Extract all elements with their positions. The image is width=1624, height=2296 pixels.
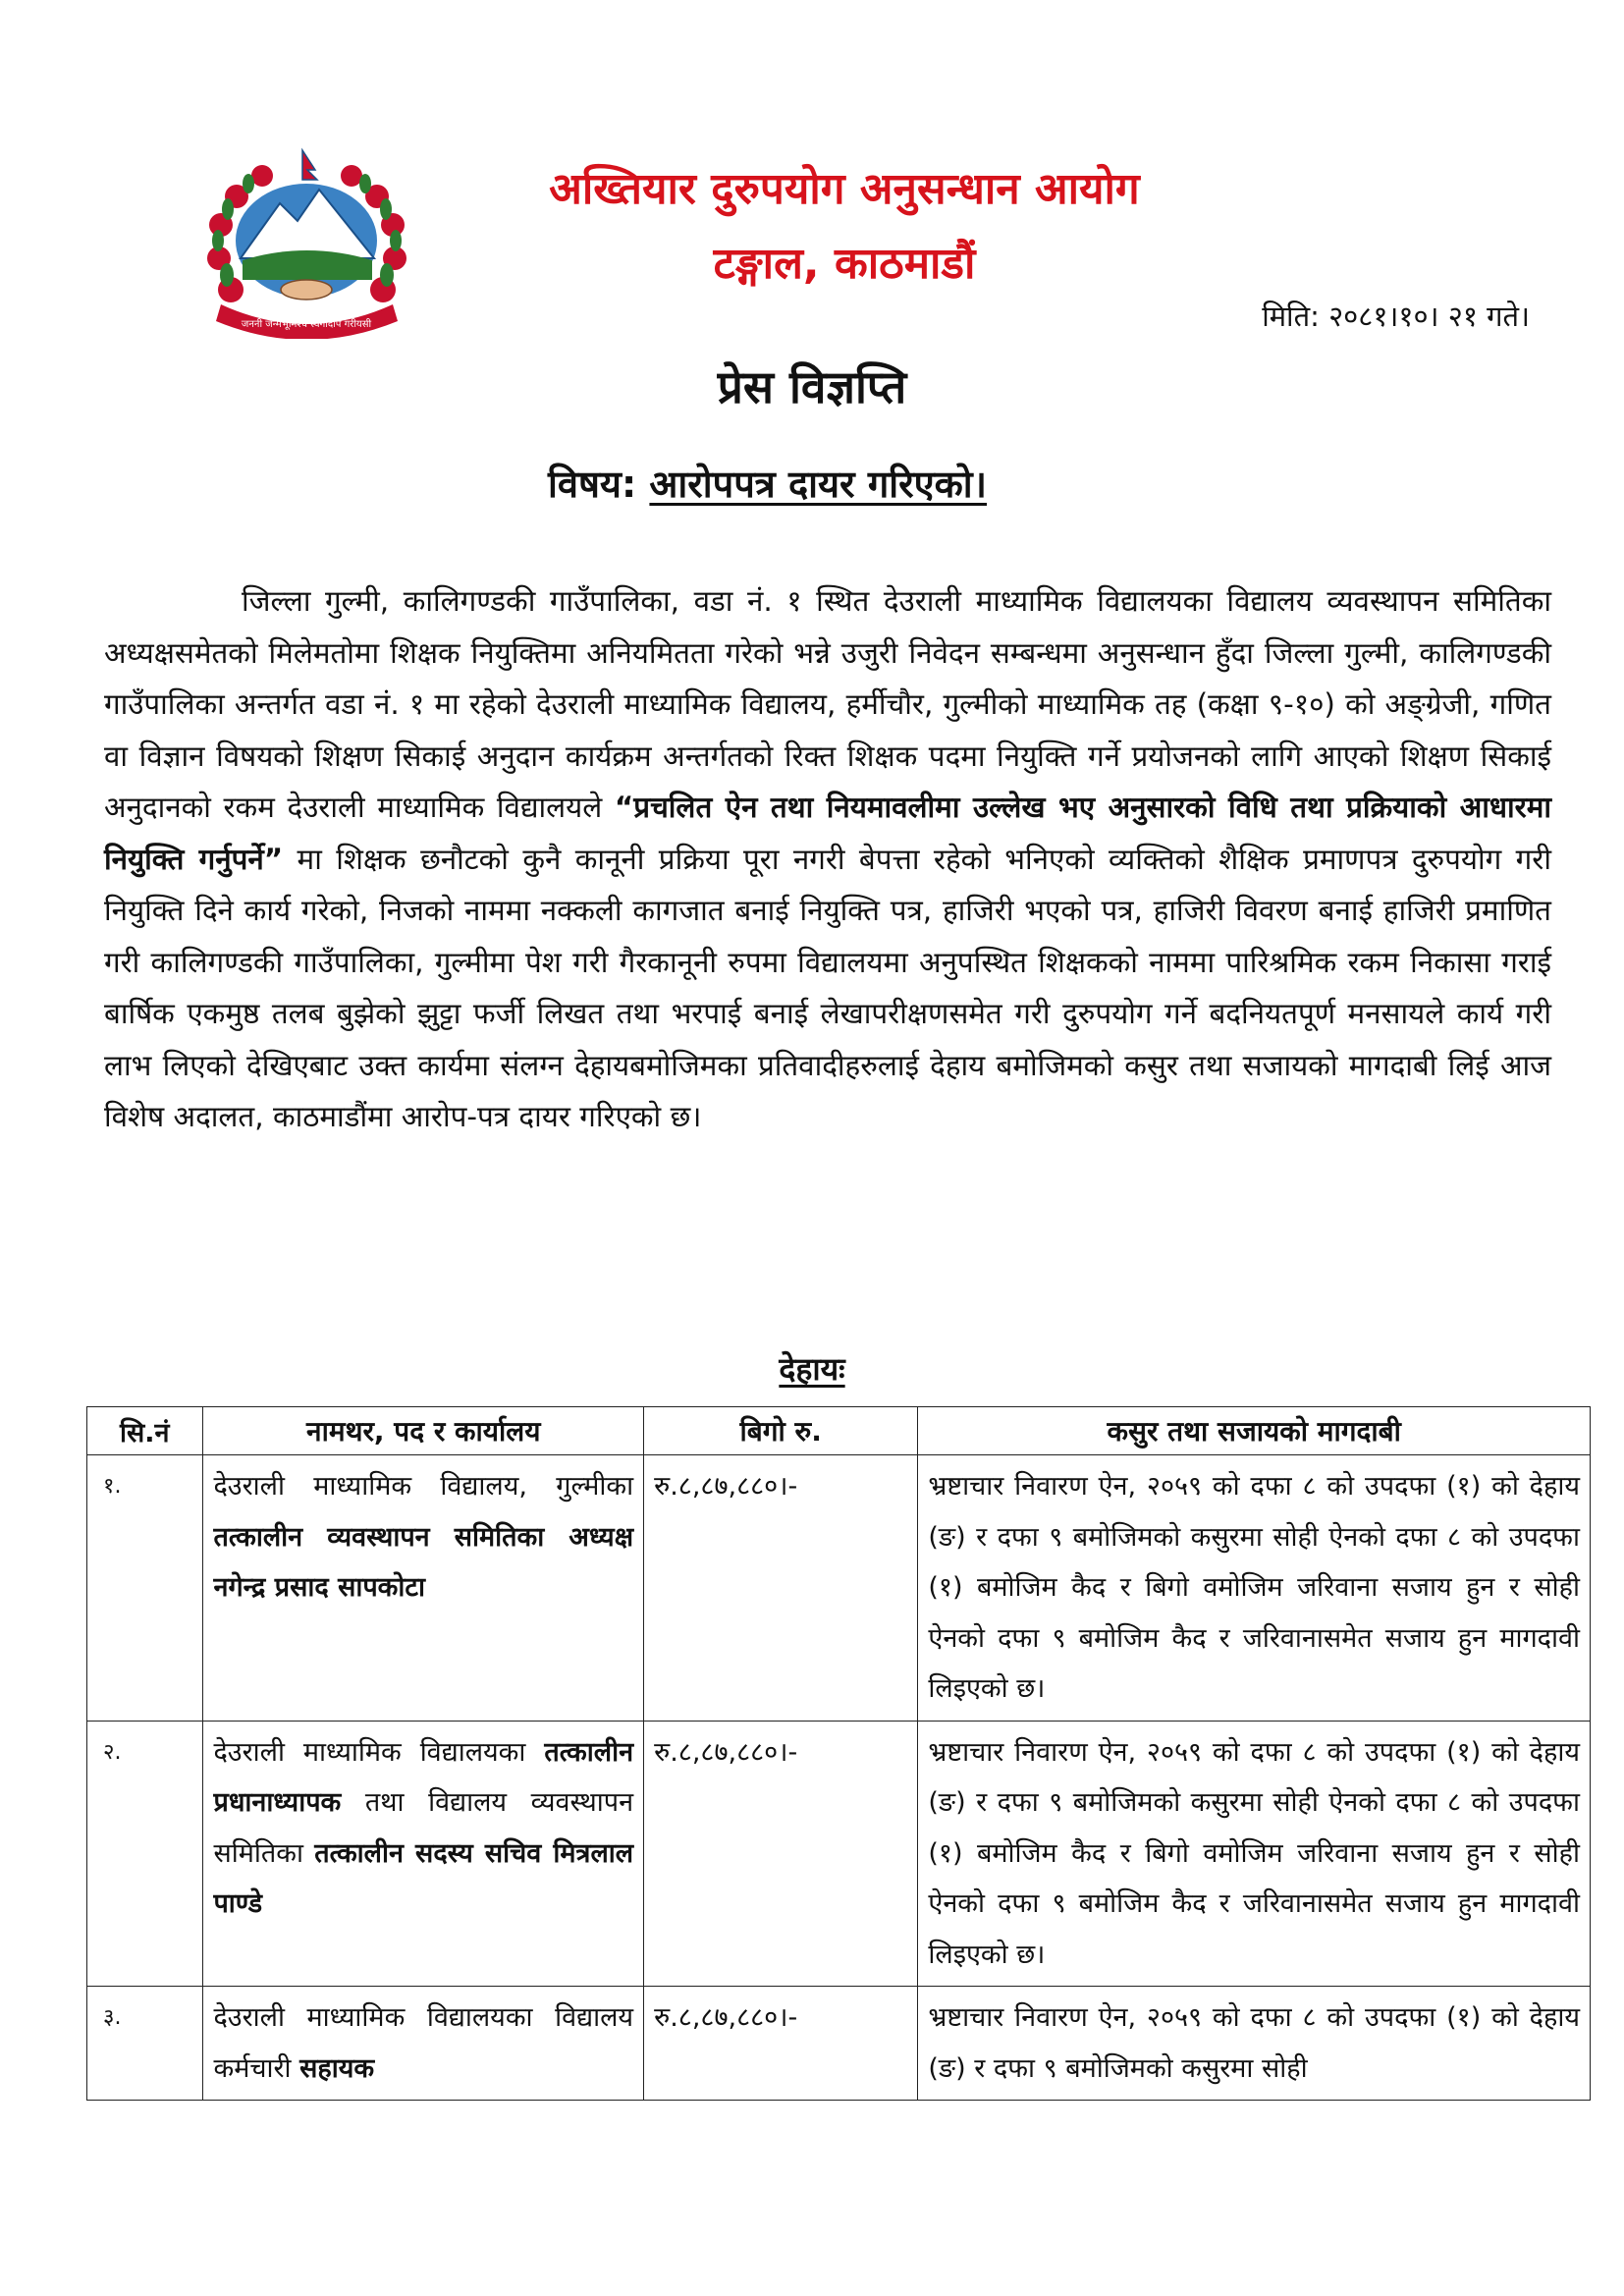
nepal-emblem-icon xyxy=(191,142,422,339)
row-name-bold: सहायक xyxy=(299,2052,375,2084)
table-row xyxy=(87,1721,1591,1987)
row-sn: २. xyxy=(87,1721,203,1987)
date: मिति: २०८१।१०। २१ गते। xyxy=(1262,300,1530,333)
row-name xyxy=(203,1987,644,2101)
table-row xyxy=(87,1987,1591,2101)
row-amount: रु.८,८७,८८०।- xyxy=(644,1455,918,1722)
col-header-charge: कसुर तथा सजायको मागदाबी xyxy=(918,1407,1591,1455)
row-name-text: तथा विद्यालय व्यवस्थापन समितिका xyxy=(213,1787,634,1869)
row-name-text: देउराली माध्यामिक विद्यालय, गुल्मीका xyxy=(213,1471,634,1502)
subject-text: आरोपपत्र दायर गरिएको। xyxy=(649,463,988,506)
subject-line xyxy=(548,458,987,509)
row-name-text: देउराली माध्यामिक विद्यालयका विद्यालय कर्मचारी xyxy=(213,2002,634,2084)
page-title: प्रेस विज्ञप्ति xyxy=(717,360,907,413)
row-name-bold: तत्कालीन व्यवस्थापन समितिका अध्यक्ष नगेन्द्र प्रसाद सापकोटा xyxy=(213,1521,634,1603)
row-charge: भ्रष्टाचार निवारण ऐन, २०५९ को दफा ८ को उपदफा (१) को देहाय (ङ) र दफा ९ बमोजिमको कसुरमा सोही ऐनको दफा ८ को उपदफा (१) बमोजिम कैद र बिगो वमोजिम जरिवाना सजाय हुन र सोही ऐनको दफा ९ बमोजिम कैद र जरिवानासमेत सजाय हुन मागदावी लिइएको छ। xyxy=(918,1455,1591,1722)
row-name-bold: तत्कालीन प्रधानाध्यापक xyxy=(213,1736,634,1818)
row-charge: भ्रष्टाचार निवारण ऐन, २०५९ को दफा ८ को उपदफा (१) को देहाय (ङ) र दफा ९ बमोजिमको कसुरमा सोही ऐनको दफा ८ को उपदफा (१) बमोजिम कैद र बिगो वमोजिम जरिवाना सजाय हुन र सोही ऐनको दफा ९ बमोजिम कैद र जरिवानासमेत सजाय हुन मागदावी लिइएको छ। xyxy=(918,1721,1591,1987)
col-header-name: नामथर, पद र कार्यालय xyxy=(203,1407,644,1455)
dehaya-heading: देहायः xyxy=(779,1350,845,1388)
accused-table xyxy=(86,1406,1591,2101)
row-name-text: देउराली माध्यामिक विद्यालयका xyxy=(213,1736,545,1768)
row-name xyxy=(203,1721,644,1987)
col-header-amount: बिगो रु. xyxy=(644,1407,918,1455)
row-sn: ३. xyxy=(87,1987,203,2101)
org-place: टङ्गाल, काठमाडौं xyxy=(713,239,976,289)
org-name: अख्तियार दुरुपयोग अनुसन्धान आयोग xyxy=(549,164,1140,214)
row-amount: रु.८,८७,८८०।- xyxy=(644,1721,918,1987)
body-bold-quote: “प्रचलित ऐन तथा नियमावलीमा उल्लेख भए अनुसारको विधि तथा प्रक्रियाको आधारमा नियुक्ति गर्नुपर्ने” xyxy=(104,791,1551,876)
subject-label: विषय: xyxy=(548,463,637,506)
row-amount: रु.८,८७,८८०।- xyxy=(644,1987,918,2101)
row-name xyxy=(203,1455,644,1722)
body-part1: जिल्ला गुल्मी, कालिगण्डकी गाउँपालिका, वडा नं. १ स्थित देउराली माध्यामिक विद्यालयका विद्यालय व्यवस्थापन समितिका अध्यक्षसमेतको मिलेमतोमा शिक्षक नियुक्तिमा अनियमितता गरेको भन्ने उजुरी निवेदन सम्बन्धमा अनुसन्धान हुँदा जिल्ला गुल्मी, कालिगण्डकी गाउँपालिका अन्तर्गत वडा नं. १ मा रहेको देउराली माध्यामिक विद्यालय, हर्मीचौर, गुल्मीको माध्यामिक तह (कक्षा ९-१०) को अङ्ग्रेजी, गणित वा विज्ञान विषयको शिक्षण सिकाई अनुदान कार्यक्रम अन्तर्गतको रिक्त शिक्षक पदमा नियुक्ति गर्ने प्रयोजनको लागि आएको शिक्षण सिकाई अनुदानको रकम देउराली माध्यामिक विद्यालयले xyxy=(104,584,1551,824)
body-part2: मा शिक्षक छनौटको कुनै कानूनी प्रक्रिया पूरा नगरी बेपत्ता रहेको भनिएको व्यक्तिको शैक्षिक प्रमाणपत्र दुरुपयोग गरी नियुक्ति दिने कार्य गरेको, निजको नाममा नक्कली कागजात बनाई नियुक्ति पत्र, हाजिरी भएको पत्र, हाजिरी विवरण बनाई हाजिरी प्रमाणित गरी कालिगण्डकी गाउँपालिका, गुल्मीमा पेश गरी गैरकानूनी रुपमा विद्यालयमा अनुपस्थित शिक्षकको नाममा पारिश्रमिक रकम निकासा गराई बार्षिक एकमुष्ठ तलब बुझेको झुट्टा फर्जी लिखत तथा भरपाई बनाई लेखापरीक्षणसमेत गरी दुरुपयोग गर्ने बदनियतपूर्ण मनसायले कार्य गरी लाभ लिएको देखिएबाट उक्त कार्यमा संलग्न देहायबमोजिमका प्रतिवादीहरुलाई देहाय बमोजिमको कसुर तथा सजायको मागदाबी लिई आज विशेष अदालत, काठमाडौंमा आरोप-पत्र दायर गरिएको छ। xyxy=(104,842,1551,1133)
emblem-motto: जननी जन्मभूमिश्च स्वर्गादपि गरीयसी xyxy=(241,319,372,330)
table-row xyxy=(87,1455,1591,1722)
table-header-row xyxy=(87,1407,1591,1455)
body-paragraph xyxy=(104,575,1551,1143)
row-charge: भ्रष्टाचार निवारण ऐन, २०५९ को दफा ८ को उपदफा (१) को देहाय (ङ) र दफा ९ बमोजिमको कसुरमा सोही xyxy=(918,1987,1591,2101)
col-header-sn: सि.नं xyxy=(87,1407,203,1455)
row-sn: १. xyxy=(87,1455,203,1722)
row-name-bold: तत्कालीन सदस्य सचिव मित्रलाल पाण्डे xyxy=(213,1837,634,1919)
